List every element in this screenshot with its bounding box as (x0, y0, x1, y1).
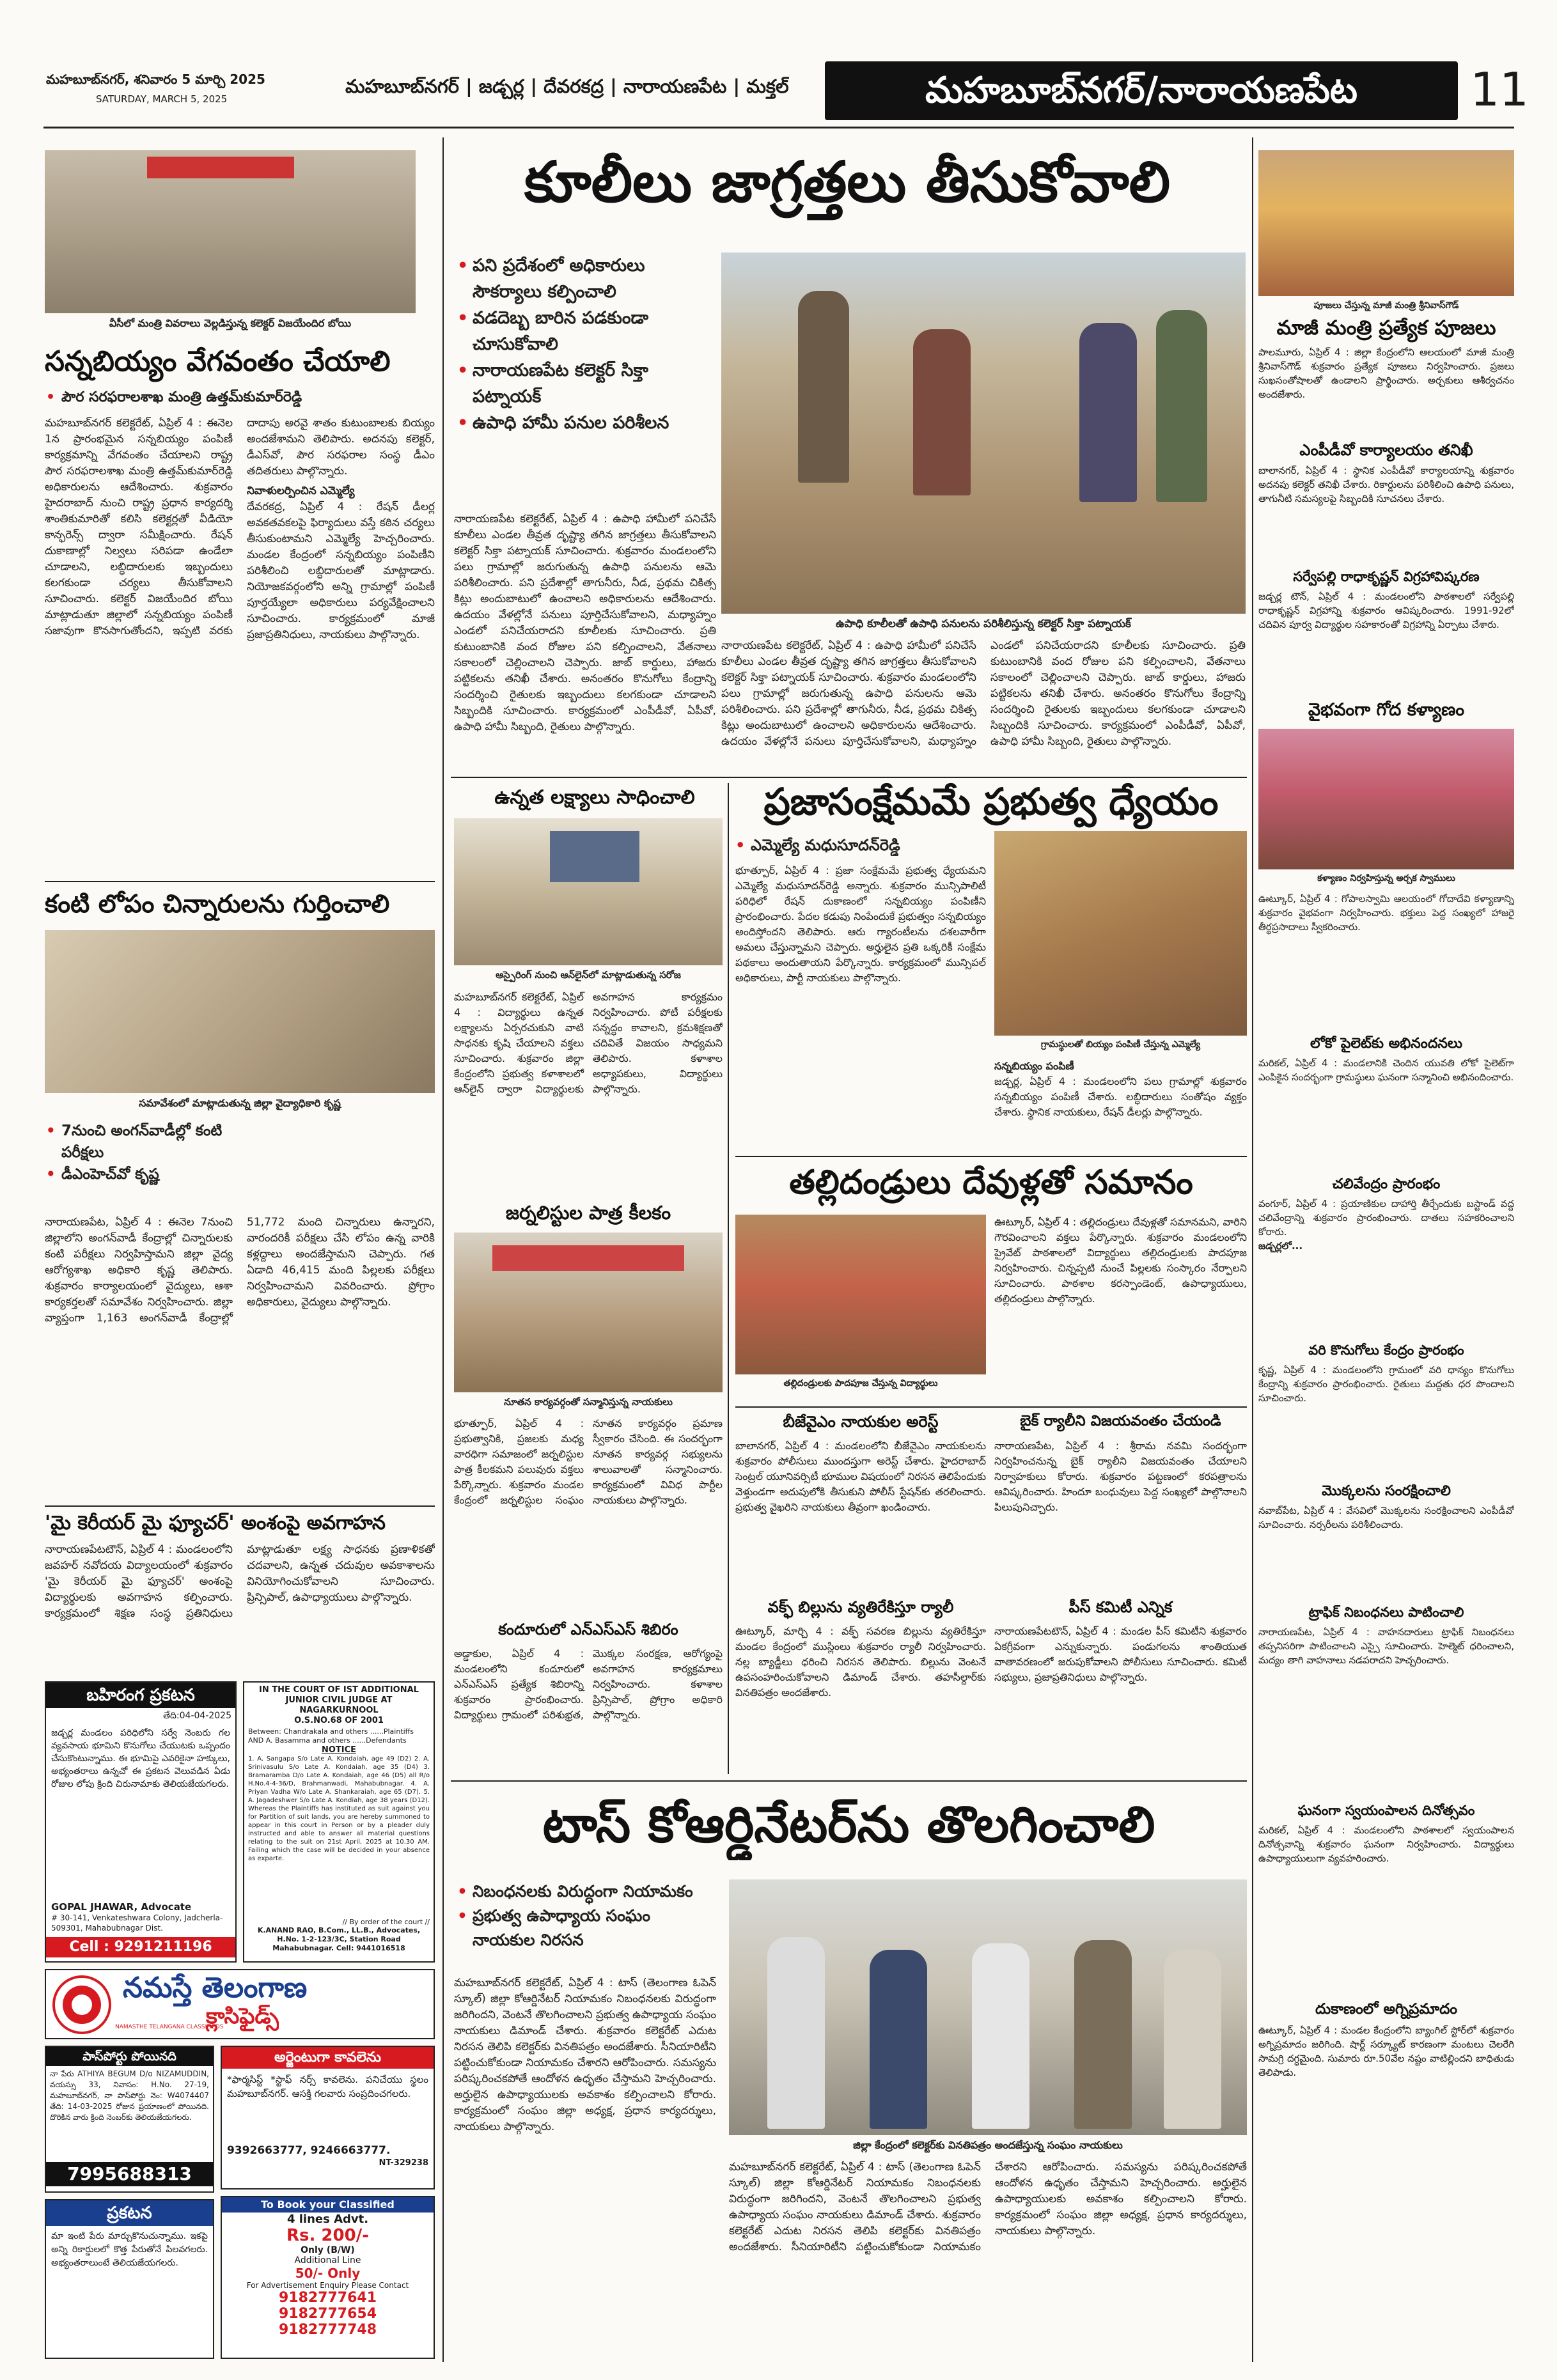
photo-figure (1156, 310, 1207, 502)
court-parties: Between: Chandrakala and others ......Plaintiffs AND A. Basamma and others ......Defendants (248, 1727, 414, 1745)
main-story-photo (721, 253, 1246, 614)
ad-court-notice (243, 1681, 435, 1963)
photo-figure (798, 291, 849, 483)
ad-prakatana-title: ప్రకటన (46, 2200, 213, 2226)
bullet-item: • ప్రభుత్వ ఉపాధ్యాయ సంఘం నాయకుల నిరసన (457, 1904, 713, 1952)
story-welfare-text2: జడ్చర్ల, ఏప్రిల్ 4 : మండలంలోని పలు గ్రామాల్లో శుక్రవారం సన్నబియ్యం పంపిణీ చేశారు. లబ్ధిదారులు సంతోషం వ్యక్తం చేశారు. స్థానిక నాయకులు, రేషన్ డీలర్లు పాల్గొన్నారు. (994, 1075, 1247, 1118)
main-story-caption: ఉపాధి కూలీలతో ఉపాధి పనులను పరిశీలిస్తున్న కలెక్టర్ సిక్తా పట్నాయక్ (836, 618, 1131, 630)
ad-bahiranga-title: బహిరంగ ప్రకటన (46, 1683, 235, 1708)
court-order: // By order of the court // (342, 1918, 430, 1926)
right-photo2 (1258, 729, 1514, 869)
right-s8-body: నవాబ్‌పేట, ఏప్రిల్ 4 : వేసవిలో మొక్కలను సంరక్షించాలని ఎంపీడీవో సూచించారు. నర్సరీలను పరిశీలించారు. (1258, 1505, 1514, 1530)
story-journalists-text: భూత్పూర్, ఏప్రిల్ 4 : ప్రభుత్వానికి, ప్రజలకు మధ్య వారధిగా సమాజంలో జర్నలిస్టుల పాత్ర కీలకమని పలువురు వక్తలు పేర్కొన్నారు. శుక్రవారం మండల కేంద్రంలో జర్నలిస్టుల సంఘం నూతన కార్యవర్గం ప్రమాణ స్వీకారం చేసింది. ఈ సందర్భంగా నూతన కార్యవర్గ సభ్యులను శాలువాలతో సన్మానించారు. కార్యక్రమంలో వివిధ పార్టీల నాయకులు పాల్గొన్నారు. (454, 1417, 723, 1506)
main-story-body-lower (721, 638, 1246, 772)
photo-banner (492, 1245, 684, 1271)
story-parents-body (994, 1215, 1247, 1400)
ad-bahiranga-date: తేది:04-04-2025 (163, 1711, 231, 1721)
story-bike-body (994, 1438, 1247, 1592)
photo-figure (913, 329, 971, 495)
story-welfare-text: భూత్పూర్, ఏప్రిల్ 4 : ప్రజా సంక్షేమమే ప్రభుత్వ ధ్యేయమని ఎమ్మెల్యే మధుసూదన్‌రెడ్డి అన్నారు. శుక్రవారం మున్సిపాలిటీ పరిధిలో రేషన్ దుకాణంలో సన్నబియ్యం పంపిణీని ప్రారంభించారు. పేదల కడుపు నింపేందుకే ప్రభుత్వం సన్నబియ్యం అందిస్తోందని తెలిపారు. ఆరు గ్యారంటీలను దశలవారీగా అమలు చేస్తున్నామని చెప్పారు. అర్హులైన ప్రతి ఒక్కరికీ సంక్షేమ పథకాలు అందుతాయని పేర్కొన్నారు. కార్యక్రమంలో మున్సిపల్ అధికారులు, పార్టీ నాయకులు పాల్గొన్నారు. (735, 864, 986, 984)
photo-figure (1074, 1940, 1132, 2129)
right-s11-body: ఊట్కూర్, ఏప్రిల్ 4 : మండల కేంద్రంలోని బ్యాంగిల్ స్టోర్‌లో శుక్రవారం అగ్నిప్రమాదం జరిగింది. షార్ట్ సర్క్యూట్ కారణంగా మంటలు చెలరేగి సామగ్రి దగ్ధమైంది. సుమారు రూ.50వేల నష్టం వాటిల్లిందని బాధితుడు తెలిపాడు. (1258, 2025, 1514, 2078)
story-peace-text: నారాయణపేటటౌన్, ఏప్రిల్ 4 : మండల పీస్ కమిటీని శుక్రవారం ఏకగ్రీవంగా ఎన్నుకున్నారు. పండుగలను శాంతియుత వాతావరణంలో జరుపుకోవాలని పోలీసులు సూచించారు. కమిటీ సభ్యులు, ప్రజాప్రతినిధులు పాల్గొన్నారు. (994, 1625, 1247, 1683)
photo-figure (1164, 1950, 1221, 2129)
column-rule (728, 783, 729, 1774)
story-bike-headline: బైక్ ర్యాలీని విజయవంతం చేయండి (1020, 1413, 1221, 1429)
right-s2-body: బాలానగర్, ఏప్రిల్ 4 : స్థానిక ఎంపీడీవో కార్యాలయాన్ని శుక్రవారం అదనపు కలెక్టర్ తనిఖీ చేశారు. రికార్డులను పరిశీలించి ఉపాధి పనులు, తాగునీటి సమస్యలపై సిబ్బందికి సూచనలు చేశారు. (1258, 465, 1514, 504)
story-career-text: నారాయణపేటటౌన్, ఏప్రిల్ 4 : మండలంలోని జవహర్ నవోదయ విద్యాలయంలో శుక్రవారం 'మై కెరీయర్ మై ఫ్యూచర్' అంశంపై విద్యార్థులకు అవగాహన కల్పించారు. కార్యక్రమంలో శిక్షణ సంస్థ ప్రతినిధులు మాట్లాడుతూ లక్ష్య సాధనకు ప్రణాళికతో చదవాలని, ఉన్నత చదువుల అవకాశాలను వినియోగించుకోవాలని సూచించారు. ప్రిన్సిపాల్, ఉపాధ్యాయులు పాల్గొన్నారు. (45, 1543, 435, 1620)
ad-prakatana-body: మా ఇంటి పేరు మార్చుకొనుచున్నాము. ఇకపై అన్ని రికార్డులలో కొత్త పేరుతోనే పిలవగలరు. అభ్యంతరాలుంటే తెలియజేయగలరు. (51, 2231, 208, 2268)
court-os: O.S.NO.68 OF 2001 (294, 1716, 384, 1725)
story-eye-text: నారాయణపేట, ఏప్రిల్ 4 : ఈనెల 7నుంచి జిల్లాలోని అంగన్‌వాడీ కేంద్రాల్లో చిన్నారులకు కంటి పరీక్షలు నిర్వహిస్తామని జిల్లా వైద్య ఆరోగ్యశాఖ అధికారి కృష్ణ తెలిపారు. శుక్రవారం కార్యాలయంలో వైద్యులు, ఆశా కార్యకర్తలతో సమావేశం నిర్వహించారు. జిల్లా వ్యాప్తంగా 1,163 అంగన్‌వాడీ కేంద్రాల్లో 51,772 మంది చిన్నారులు ఉన్నారని, వారందరికీ పరీక్షలు చేసి లోపం ఉన్న వారికి కళ్లద్దాలు అందజేస్తామని చెప్పారు. గత ఏడాది 46,415 మంది పిల్లలకు పరీక్షలు నిర్వహించామని వివరించారు. ప్రోగ్రాం అధికారులు, వైద్యులు పాల్గొన్నారు. (45, 1216, 435, 1325)
classifieds-seal-text: NAMASTHE TELANGANA CLASSIFIEDS (115, 2024, 224, 2030)
story-journalists-headline: జర్నలిస్టుల పాత్ర కీలకం (505, 1202, 671, 1224)
ad-bahiranga-body: జడ్చర్ల మండలం పరిధిలోని సర్వే నెంబరు గల వ్యవసాయ భూమిని కొనుగోలు చేయుటకు ఒప్పందం చేసుకొంటున్నాము. ఈ భూమిపై ఎవరికైనా హక్కులు, అభ్యంతరాలు ఉన్నచో ఈ ప్రకటన వెలువడిన ఏడు రోజుల లోపు క్రింది చిరునామాకు తెలియజేయగలరు. (51, 1728, 230, 1789)
story-welfare-body2 (994, 1059, 1247, 1148)
date-telugu: మహబూబ్‌నగర్, శనివారం 5 మార్చి 2025 (46, 72, 265, 87)
story-welfare-kicker: సన్నబియ్యం పంపిణీ (994, 1060, 1074, 1072)
story-bjym-headline: బీజేవైఎం నాయకుల అరెస్ట్ (783, 1413, 939, 1431)
story-aspire-text: మహబూబ్‌నగర్ కలెక్టరేట్, ఏప్రిల్ 4 : విద్యార్థులు ఉన్నత లక్ష్యాలను ఏర్పరచుకుని వాటి సాధనకు కృషి చేయాలని వక్తలు సూచించారు. శుక్రవారం జిల్లా కేంద్రంలోని ప్రభుత్వ కళాశాలలో ఆన్‌లైన్ ద్వారా విద్యార్థులకు అవగాహన కార్యక్రమం నిర్వహించారు. పోటీ పరీక్షలకు సన్నద్ధం కావాలని, క్రమశిక్షణతో చదివితే విజయం సాధ్యమని తెలిపారు. కళాశాల అధ్యాపకులు, విద్యార్థులు పాల్గొన్నారు. (454, 991, 723, 1095)
classifieds-word: క్లాసిఫైడ్స్ (206, 2003, 279, 2029)
main-story-body (454, 511, 716, 774)
story-ncc-text: అడ్డాకుల, ఏప్రిల్ 4 : మండలంలోని కందూరులో ఎన్‌ఎస్‌ఎస్ ప్రత్యేక శిబిరాన్ని శుక్రవారం ప్రారంభించారు. విద్యార్థులు గ్రామంలో పరిశుభ్రత, మొక్కల సంరక్షణ, ఆరోగ్యంపై అవగాహన కార్యక్రమాలు నిర్వహించారు. కళాశాల ప్రిన్సిపాల్, ప్రోగ్రాం అధికారి పాల్గొన్నారు. (454, 1647, 723, 1721)
photo-figure (870, 1950, 927, 2129)
right-s2-headline: ఎంపీడీవో కార్యాలయం తనిఖీ (1299, 441, 1473, 459)
story-task-caption: జిల్లా కేంద్రంలో కలెక్టర్‌కు వినతిపత్రం అందజేస్తున్న సంఘం నాయకులు (853, 2139, 1123, 2151)
divider (451, 1780, 1247, 1782)
right-s6-text: వంగూర్, ఏప్రిల్ 4 : ప్రయాణికుల దాహార్తి తీర్చేందుకు బస్టాండ్ వద్ద చలివేంద్రాన్ని శుక్రవారం ప్రారంభించారు. దాతలు సహకరించాలని కోరారు. (1258, 1198, 1514, 1238)
right-photo (1258, 150, 1514, 296)
story-welfare-headline: ప్రజాసంక్షేమమే ప్రభుత్వ ధ్యేయం (763, 780, 1219, 823)
story-eye-body (45, 1215, 435, 1496)
story-waqf-headline: వక్ఫ్ బిల్లును వ్యతిరేకిస్తూ ర్యాలీ (767, 1598, 954, 1616)
story-task-text: మహబూబ్‌నగర్ కలెక్టరేట్, ఏప్రిల్ 4 : టాస్ (తెలంగాణ ఓపెన్ స్కూల్) జిల్లా కోఆర్డినేటర్ నియామకం నిబంధనలకు విరుద్ధంగా జరిగిందని, వెంటనే తొలగించాలని ప్రభుత్వ ఉపాధ్యాయ సంఘం నాయకులు డిమాండ్ చేశారు. శుక్రవారం కలెక్టరేట్ ఎదుట నిరసన తెలిపి కలెక్టర్‌కు వినతిపత్రం అందజేశారు. సీనియారిటీని పట్టించుకోకుండా నియామకం చేశారని ఆరోపించారు. సమస్యను పరిష్కరించకపోతే ఆందోళన ఉధృతం చేస్తామని హెచ్చరించారు. అర్హులైన ఉపాధ్యాయులకు అవకాశం కల్పించాలని కోరారు. కార్యక్రమంలో సంఘం జిల్లా అధ్యక్ష, ప్రధాన కార్యదర్శులు, నాయకులు పాల్గొన్నారు. (454, 1977, 716, 2133)
date-english: SATURDAY, MARCH 5, 2025 (96, 93, 228, 105)
section-title: మహబూబ్‌నగర్/నారాయణపేట (925, 70, 1358, 111)
ad-passport-body: నా పేరు ATHIYA BEGUM D/o NIZAMUDDIN, వయస్సు 33, నివాసం: H.No. 27-19, మహబూబ్‌నగర్, నా పాస్‌పోర్టు నెం: W4074407 తేది: 14-03-2025 రోజున ప్రయాణంలో పోయినది. దొరికిన వారు క్రింది నెంబర్‌కు తెలియజేయగలరు. (50, 2069, 209, 2122)
right-s11-headline: దుకాణంలో అగ్నిప్రమాదం (1315, 2001, 1457, 2018)
main-story-bullets (457, 253, 700, 436)
court-title: IN THE COURT OF IST ADDITIONAL JUNIOR CIVIL JUDGE AT NAGARKURNOOL (259, 1685, 419, 1715)
court-advocate: K.ANAND RAO, B.Com., LL.B., Advocates, H.No. 1-2-123/3C, Station Road Mahabubnagar. Cell: 9441016518 (257, 1926, 421, 1952)
story-rice-headline: సన్నబియ్యం వేగవంతం చేయాలి (45, 345, 391, 378)
book-title: To Book your Classified (222, 2197, 434, 2213)
ad-wanted-code: NT-329238 (379, 2158, 428, 2168)
right-s9-headline: ట్రాఫిక్ నిబంధనలు పాటించాలి (1308, 1605, 1464, 1620)
right-s9-body: నారాయణపేట, ఏప్రిల్ 4 : వాహనదారులు ట్రాఫిక్ నిబంధనలు తప్పనిసరిగా పాటించాలని ఎస్సై సూచించారు. హెల్మెట్ ధరించాలని, మద్యం తాగి వాహనాలు నడపరాదని హెచ్చరించారు. (1258, 1626, 1514, 1666)
story-career-headline: 'మై కెరీయర్ మై ఫ్యూచర్' అంశంపై అవగాహన (45, 1512, 386, 1534)
districts-line: మహబూబ్‌నగర్ | జడ్చర్ల | దేవరకద్ర | నారాయణపేట | మక్తల్ (345, 75, 789, 97)
story-ncc-body (454, 1646, 723, 1774)
ad-passport-title: పాస్‌పోర్టు పోయినది (46, 2047, 213, 2066)
story-journalists-photo (454, 1233, 723, 1392)
right-s7-body: కృష్ణ, ఏప్రిల్ 4 : మండలంలోని గ్రామంలో వరి ధాన్యం కొనుగోలు కేంద్రాన్ని శుక్రవారం ప్రారంభించారు. రైతులు మద్దతు ధర పొందాలని సూచించారు. (1258, 1364, 1514, 1404)
right-s1-body: పాలమూరు, ఏప్రిల్ 4 : జిల్లా కేంద్రంలోని ఆలయంలో మాజీ మంత్రి శ్రీనివాస్‌గౌడ్ శుక్రవారం ప్రత్యేక పూజలు నిర్వహించారు. ప్రజలు సుఖసంతోషాలతో ఉండాలని ప్రార్థించారు. అర్చకులు ఆశీర్వచనం అందజేశారు. (1258, 346, 1514, 400)
story-task-text-b: మహబూబ్‌నగర్ కలెక్టరేట్, ఏప్రిల్ 4 : టాస్ (తెలంగాణ ఓపెన్ స్కూల్) జిల్లా కోఆర్డినేటర్ నియామకం నిబంధనలకు విరుద్ధంగా జరిగిందని, వెంటనే తొలగించాలని ప్రభుత్వ ఉపాధ్యాయ సంఘం నాయకులు డిమాండ్ చేశారు. శుక్రవారం కలెక్టరేట్ ఎదుట నిరసన తెలిపి కలెక్టర్‌కు వినతిపత్రం అందజేశారు. సీనియారిటీని పట్టించుకోకుండా నియామకం చేశారని ఆరోపించారు. సమస్యను పరిష్కరించకపోతే ఆందోళన ఉధృతం చేస్తామని హెచ్చరించారు. అర్హులైన ఉపాధ్యాయులకు అవకాశం కల్పించాలని కోరారు. కార్యక్రమంలో సంఘం జిల్లా అధ్యక్ష, ప్రధాన కార్యదర్శులు, నాయకులు పాల్గొన్నారు. (729, 2161, 1247, 2253)
book-addl-price: 50/- Only (295, 2266, 361, 2281)
story-bjym-text: బాలానగర్, ఏప్రిల్ 4 : మండలంలోని బీజేవైఎం నాయకులను శుక్రవారం పోలీసులు ముందస్తుగా అరెస్ట్ చేశారు. హైదరాబాద్ సెంట్రల్ యూనివర్సిటీ భూముల విషయంలో నిరసన తెలిపేందుకు వెళ్తుండగా అదుపులోకి తీసుకుని పోలీస్ స్టేషన్‌కు తరలించారు. ప్రభుత్వ వైఖరిని నాయకులు తీవ్రంగా ఖండించారు. (735, 1440, 986, 1513)
story-journalists-body (454, 1416, 723, 1614)
story-aspire-body (454, 990, 723, 1194)
right-s8-headline: మొక్కలను సంరక్షించాలి (1322, 1483, 1451, 1499)
right-s6-headline: చలివేంద్రం ప్రారంభం (1332, 1176, 1441, 1192)
story-task-bullets (457, 1879, 713, 1952)
right-s3-headline: సర్వేపల్లి రాధాకృష్ణన్ విగ్రహావిష్కరణ (1293, 569, 1480, 584)
right-s10-body: మరికల్, ఏప్రిల్ 4 : మండలంలోని పాఠశాలలో స్వయంపాలన దినోత్సవాన్ని శుక్రవారం ఘనంగా నిర్వహించారు. విద్యార్థులు ఉపాధ్యాయులుగా వ్యవహరించారు. (1258, 1824, 1514, 1864)
main-story-text-a: నారాయణపేట కలెక్టరేట్, ఏప్రిల్ 4 : ఉపాధి హామీలో పనిచేసే కూలీలు ఎండల తీవ్రత దృష్ట్యా తగిన జాగ్రత్తలు తీసుకోవాలని కలెక్టర్ సిక్తా పట్నాయక్ సూచించారు. శుక్రవారం మండలంలోని పలు గ్రామాల్లో జరుగుతున్న ఉపాధి పనులను ఆమె పరిశీలించారు. పని ప్రదేశాల్లో తాగునీరు, నీడ, ప్రథమ చికిత్స కిట్లు అందుబాటులో ఉంచాలని అధికారులను ఆదేశించారు. ఉదయం వేళల్లోనే పనులు పూర్తిచేసుకోవాలని, మధ్యాహ్నం ఎండలో పనిచేయరాదని కూలీలకు సూచించారు. ప్రతి కుటుంబానికి వంద రోజుల పని కల్పించాలని, వేతనాలు సకాలంలో చెల్లించాలని చెప్పారు. జాబ్ కార్డులు, హాజరు పట్టికలను తనిఖీ చేశారు. అనంతరం కొనుగోలు కేంద్రాన్ని సందర్శించి రైతులకు ఇబ్బందులు కలగకుండా చూడాలని సిబ్బందికి సూచించారు. కార్యక్రమంలో ఎంపీడీవో, ఏపీవో, ఉపాధి హామీ సిబ్బంది, రైతులు పాల్గొన్నారు. (454, 513, 716, 733)
ad-passport (45, 2046, 214, 2193)
right-photo-caption: పూజలు చేస్తున్న మాజీ మంత్రి శ్రీనివాస్‌గౌడ్ (1313, 300, 1459, 311)
book-phone: 9182777654 (278, 2306, 377, 2322)
right-s10-headline: ఘనంగా స్వయంపాలన దినోత్సవం (1297, 1803, 1475, 1818)
ad-advocate-address: # 30-141, Venkateshwara Colony, Jadcherla-509301, Mahabubnagar Dist. (51, 1913, 223, 1933)
divider (451, 777, 1247, 778)
bullet-item: • ఉపాధి హామీ పనుల పరిశీలన (457, 410, 700, 436)
story-waqf-text: ఊట్కూర్, మార్చి 4 : వక్ఫ్ సవరణ బిల్లును వ్యతిరేకిస్తూ మండల కేంద్రంలో ముస్లింలు శుక్రవారం ర్యాలీ నిర్వహించారు. నల్ల బ్యాడ్జీలు ధరించి నిరసన తెలిపారు. బిల్లును వెంటనే ఉపసంహరించుకోవాలని డిమాండ్ చేశారు. తహసీల్దార్‌కు వినతిపత్రం అందజేశారు. (735, 1625, 986, 1699)
divider (735, 1156, 1247, 1157)
banner-strip (147, 157, 294, 178)
right-s4-headline: వైభవంగా గోద కళ్యాణం (1308, 700, 1465, 720)
right-s5-body: మరికల్, ఏప్రిల్ 4 : మండలానికి చెందిన యువతి లోకో పైలెట్‌గా ఎంపికైన సందర్భంగా గ్రామస్థులు ఘనంగా సన్మానించి అభినందించారు. (1258, 1057, 1514, 1083)
book-price: Rs. 200/- (286, 2226, 369, 2245)
photo-figure (1079, 323, 1137, 502)
masthead (0, 0, 1557, 128)
story-parents-headline: తల్లిదండ్రులు దేవుళ్లతో సమానం (789, 1163, 1193, 1202)
story-eye-bullets (46, 1120, 231, 1185)
divider (735, 1406, 1247, 1408)
court-notice-label: NOTICE (321, 1745, 357, 1755)
story-eye-photo (45, 930, 435, 1093)
ad-advocate-name: GOPAL JHAWAR, Advocate (51, 1901, 192, 1913)
ad-bahiranga (45, 1681, 237, 1963)
book-phone: 9182777748 (278, 2322, 377, 2338)
right-s7-headline: వరి కొనుగోలు కేంద్రం ప్రారంభం (1308, 1342, 1464, 1358)
right-kicker: జడ్చర్లలో... (1258, 1240, 1303, 1252)
ad-wanted (221, 2046, 435, 2189)
story-rice-body (45, 416, 435, 873)
ad-prakatana (45, 2199, 214, 2359)
story-task-body (454, 1975, 716, 2359)
story-peace-headline: పీస్ కమిటీ ఎన్నిక (1068, 1598, 1173, 1616)
story-journalists-caption: నూతన కార్యవర్గంతో సన్మానిస్తున్న నాయకులు (504, 1396, 673, 1408)
right-s4-body: ఊట్కూర్, ఏప్రిల్ 4 : గోపాలస్వామి ఆలయంలో గోదాదేవి కళ్యాణాన్ని శుక్రవారం వైభవంగా నిర్వహించారు. భక్తులు పెద్ద సంఖ్యలో హాజరై తీర్థప్రసాదాలు స్వీకరించారు. (1258, 893, 1514, 933)
story-task-headline: టాస్ కోఆర్డినేటర్‌ను తొలగించాలి (542, 1796, 1155, 1854)
classifieds-seal-icon (51, 1974, 113, 2035)
story-rice-kicker: నివాళులర్పించిన ఎమ్మెల్యే (247, 485, 355, 497)
bullet-item: • పౌర సరఫరాలశాఖ మంత్రి ఉత్తమ్‌కుమార్‌రెడ్డి (46, 387, 442, 408)
bullet-item: • వడదెబ్బ బారిన పడకుండా చూసుకోవాలి (457, 305, 700, 357)
masthead-rule (43, 127, 1514, 128)
right-photo2-caption: కళ్యాణం నిర్వహిస్తున్న అర్చక స్వాములు (1317, 873, 1455, 883)
column-rule (442, 137, 444, 2362)
book-only: Only (B/W) (301, 2245, 355, 2255)
right-s1-headline: మాజీ మంత్రి ప్రత్యేక పూజలు (1276, 316, 1496, 339)
story-rice-caption: వీసీలో మంత్రి వివరాలు వెల్లడిస్తున్న కలెక్టర్ విజయేందిర బోయి (109, 317, 352, 329)
book-additional: Additional Line (294, 2255, 361, 2266)
bullet-item: • 7నుంచి అంగన్‌వాడీల్లో కంటి పరీక్షలు (46, 1120, 231, 1163)
story-bike-text: నారాయణపేట, ఏప్రిల్ 4 : శ్రీరామ నవమి సందర్భంగా నిర్వహించనున్న బైక్ ర్యాలీని విజయవంతం చేయాలని నిర్వాహకులు కోరారు. శుక్రవారం పట్టణంలో కరపత్రాలను ఆవిష్కరించారు. హిందూ బంధువులు పెద్ద సంఖ్యలో పాల్గొనాలని పిలుపునిచ్చారు. (994, 1440, 1247, 1513)
right-s3-body: జడ్చర్ల టౌన్, ఏప్రిల్ 4 : మండలంలోని పాఠశాలలో సర్వేపల్లి రాధాకృష్ణన్ విగ్రహాన్ని శుక్రవారం ఆవిష్కరించారు. 1991-92లో చదివిన పూర్వ విద్యార్థుల సహకారంతో విగ్రహాన్ని ఏర్పాటు చేశారు. (1258, 591, 1514, 630)
story-rice-text: మహబూబ్‌నగర్ కలెక్టరేట్, ఏప్రిల్ 4 : ఈనెల 1న ప్రారంభమైన సన్నబియ్యం పంపిణీ కార్యక్రమాన్ని వేగవంతం చేయాలని రాష్ట్ర పౌర సరఫరాలశాఖ మంత్రి ఉత్తమ్‌కుమార్‌రెడ్డి అధికారులను ఆదేశించారు. శుక్రవారం హైదరాబాద్ నుంచి రాష్ట్ర ప్రధాన కార్యదర్శి శాంతికుమారితో కలిసి కలెక్టర్లతో వీడియో కాన్ఫరెన్స్ ద్వారా సమీక్షించారు. రేషన్ దుకాణాల్లో నిల్వలు సరిపడా ఉండేలా చూడాలని, లబ్ధిదారులకు ఇబ్బందులు కలగకుండా చర్యలు తీసుకోవాలని సూచించారు. కలెక్టర్ విజయేందిర బోయి మాట్లాడుతూ జిల్లాలో సన్నబియ్యం పంపిణీ సజావుగా కొనసాగుతోందని, ఇప్పటి వరకు దాదాపు అరవై శాతం కుటుంబాలకు బియ్యం అందజేశామని తెలిపారు. అదనపు కలెక్టర్, డీఎస్‌వో, పౌర సరఫరాల సంస్థ డీఎం తదితరులు పాల్గొన్నారు. (45, 417, 435, 637)
bullet-item: • నారాయణపేట కలెక్టర్ సిక్తా పట్నాయక్ (457, 357, 700, 410)
photo-figure (767, 1937, 825, 2129)
ad-advocate-cell: Cell : 9291211196 (46, 1937, 235, 1957)
main-story-headline: కూలీలు జాగ్రత్తలు తీసుకోవాలి (524, 149, 1171, 215)
right-s6-body (1258, 1197, 1514, 1337)
story-welfare-bullet (735, 834, 978, 856)
story-task-body-lower (729, 2159, 1247, 2359)
story-waqf-body (735, 1624, 986, 1774)
classifieds-header (45, 1969, 435, 2039)
story-welfare-photo (994, 831, 1247, 1036)
main-story-text-b: నారాయణపేట కలెక్టరేట్, ఏప్రిల్ 4 : ఉపాధి హామీలో పనిచేసే కూలీలు ఎండల తీవ్రత దృష్ట్యా తగిన జాగ్రత్తలు తీసుకోవాలని కలెక్టర్ సిక్తా పట్నాయక్ సూచించారు. శుక్రవారం మండలంలోని పలు గ్రామాల్లో జరుగుతున్న ఉపాధి పనులను ఆమె పరిశీలించారు. పని ప్రదేశాల్లో తాగునీరు, నీడ, ప్రథమ చికిత్స కిట్లు అందుబాటులో ఉంచాలని అధికారులను ఆదేశించారు. ఉదయం వేళల్లోనే పనులు పూర్తిచేసుకోవాలని, మధ్యాహ్నం ఎండలో పనిచేయరాదని కూలీలకు సూచించారు. ప్రతి కుటుంబానికి వంద రోజుల పని కల్పించాలని, వేతనాలు సకాలంలో చెల్లించాలని చెప్పారు. జాబ్ కార్డులు, హాజరు పట్టికలను తనిఖీ చేశారు. అనంతరం కొనుగోలు కేంద్రాన్ని సందర్శించి రైతులకు ఇబ్బందులు కలగకుండా చూడాలని సిబ్బందికి సూచించారు. కార్యక్రమంలో ఎంపీడీవో, ఏపీవో, ఉపాధి హామీ సిబ్బంది, రైతులు పాల్గొన్నారు. (721, 639, 1246, 748)
story-eye-headline: కంటి లోపం చిన్నారులను గుర్తించాలి (45, 890, 390, 919)
story-bjym-body (735, 1438, 986, 1592)
story-ncc-headline: కందూరులో ఎన్‌ఎస్‌ఎస్ శిబిరం (498, 1621, 678, 1638)
story-aspire-headline: ఉన్నత లక్ష్యాలు సాధించాలి (494, 786, 695, 809)
bullet-item: • పని ప్రదేశంలో అధికారులు సౌకర్యాలు కల్పించాలి (457, 253, 700, 305)
ad-wanted-phone: 9392663777, 9246663777. (227, 2144, 391, 2157)
story-task-photo (729, 1879, 1247, 2135)
book-contact: For Advertisement Enquiry Please Contact (246, 2281, 409, 2290)
photo-figure (972, 1943, 1029, 2129)
bullet-item: • ఎమ్మెల్యే మధుసూదన్‌రెడ్డి (735, 834, 978, 856)
court-body: 1. A. Sangapa S/o Late A. Kondaiah, age 49 (D2) 2. A. Srinivasulu S/o Late A. Kondaiah, age 35 (D4) 3. Bramaramba D/o Late A. Kondaiah, age 46 (D5) all R/o H.No.4-4-36/D, Brahmanwadi, Mahabubnagar. 4. A. Priyan Vadha W/o Late A. Shankaraiah, age 65 (D7). 5. A. Jagadeshwer S/o Late A. Kondiah, age 38 years (D12). Whereas the Plaintiffs has instituted as suit against you for Partition of suit lands, you are hereby summoned to appear in this court in Person or by a pleader duly instructed and able to answer all material questions relating to the suit on 21st April, 2025 at 10.30 AM. Failing which the case will be decided in your absence as exparte. (248, 1755, 430, 1862)
story-parents-photo (735, 1215, 986, 1374)
ad-wanted-title: అర్జెంటుగా కావలెను (222, 2047, 434, 2069)
classifieds-brand: నమస్తే తెలంగాణ (123, 1972, 308, 2004)
divider (45, 881, 435, 882)
ad-wanted-body: *ఫార్మసిస్ట్ *స్టాఫ్ నర్స్ కావలెను. పనిచేయు స్థలం మహబూబ్‌నగర్. ఆసక్తి గలవారు సంప్రదించగలరు. (227, 2074, 428, 2099)
story-rice-text2: దేవరకద్ర, ఏప్రిల్ 4 : రేషన్ డీలర్ల అవకతవకలపై ఫిర్యాదులు వస్తే కఠిన చర్యలు తీసుకుంటామని ఎమ్మెల్యే హెచ్చరించారు. మండల కేంద్రంలో సన్నబియ్యం పంపిణీని పరిశీలించి లబ్ధిదారులతో మాట్లాడారు. నియోజకవర్గంలోని అన్ని గ్రామాల్లో పంపిణీ పూర్తయ్యేలా అధికారులు పర్యవేక్షించాలని సూచించారు. కార్యక్రమంలో మాజీ ప్రజాప్రతినిధులు, నాయకులు పాల్గొన్నారు. (247, 501, 435, 641)
story-welfare-caption: గ్రామస్థులతో బియ్యం పంపిణీ చేస్తున్న ఎమ్మెల్యే (1040, 1039, 1201, 1050)
story-career-body (45, 1542, 435, 1676)
bullet-item: • నిబంధనలకు విరుద్ధంగా నియామకం (457, 1879, 713, 1904)
column-rule (1252, 137, 1253, 2362)
ad-book-classified (221, 2196, 435, 2359)
ad-passport-phone: 7995688313 (46, 2162, 213, 2186)
right-s5-headline: లోకో పైలెట్‌కు అభినందనలు (1310, 1036, 1463, 1052)
book-phone: 9182777641 (278, 2290, 377, 2306)
story-aspire-caption: ఆస్పైరింగ్ నుంచి ఆన్‌లైన్‌లో మాట్లాడుతున్న సరోజ (496, 969, 681, 981)
story-peace-body (994, 1624, 1247, 1774)
page-number: 11 (1470, 63, 1529, 116)
story-parents-text: ఊట్కూర్, ఏప్రిల్ 4 : తల్లిదండ్రులు దేవుళ్లతో సమానమని, వారిని గౌరవించాలని వక్తలు పేర్కొన్నారు. శుక్రవారం మండలంలోని ప్రైవేట్ పాఠశాలలో విద్యార్థులు తల్లిదండ్రులకు పాదపూజ నిర్వహించారు. చిన్నప్పటి నుంచే పిల్లలకు సంస్కారం నేర్పాలని సూచించారు. పాఠశాల కరస్పాండెంట్, ఉపాధ్యాయులు, తల్లిదండ్రులు పాల్గొన్నారు. (994, 1216, 1247, 1305)
photo-screen (550, 831, 639, 882)
bullet-item: • డీఎంహెచ్‌వో కృష్ణ (46, 1163, 231, 1185)
story-parents-caption: తల్లిదండ్రులకు పాదపూజ చేస్తున్న విద్యార్థులు (783, 1378, 938, 1388)
story-rice-bullet (46, 387, 442, 408)
story-welfare-body (735, 863, 986, 1147)
story-rice-photo (45, 150, 416, 313)
story-eye-caption: సమావేశంలో మాట్లాడుతున్న జిల్లా వైద్యాధికారి కృష్ణ (139, 1097, 341, 1109)
story-aspire-photo (454, 818, 723, 965)
book-lines: 4 lines Advt. (286, 2213, 369, 2226)
divider (45, 1505, 435, 1507)
section-title-band (825, 61, 1458, 120)
